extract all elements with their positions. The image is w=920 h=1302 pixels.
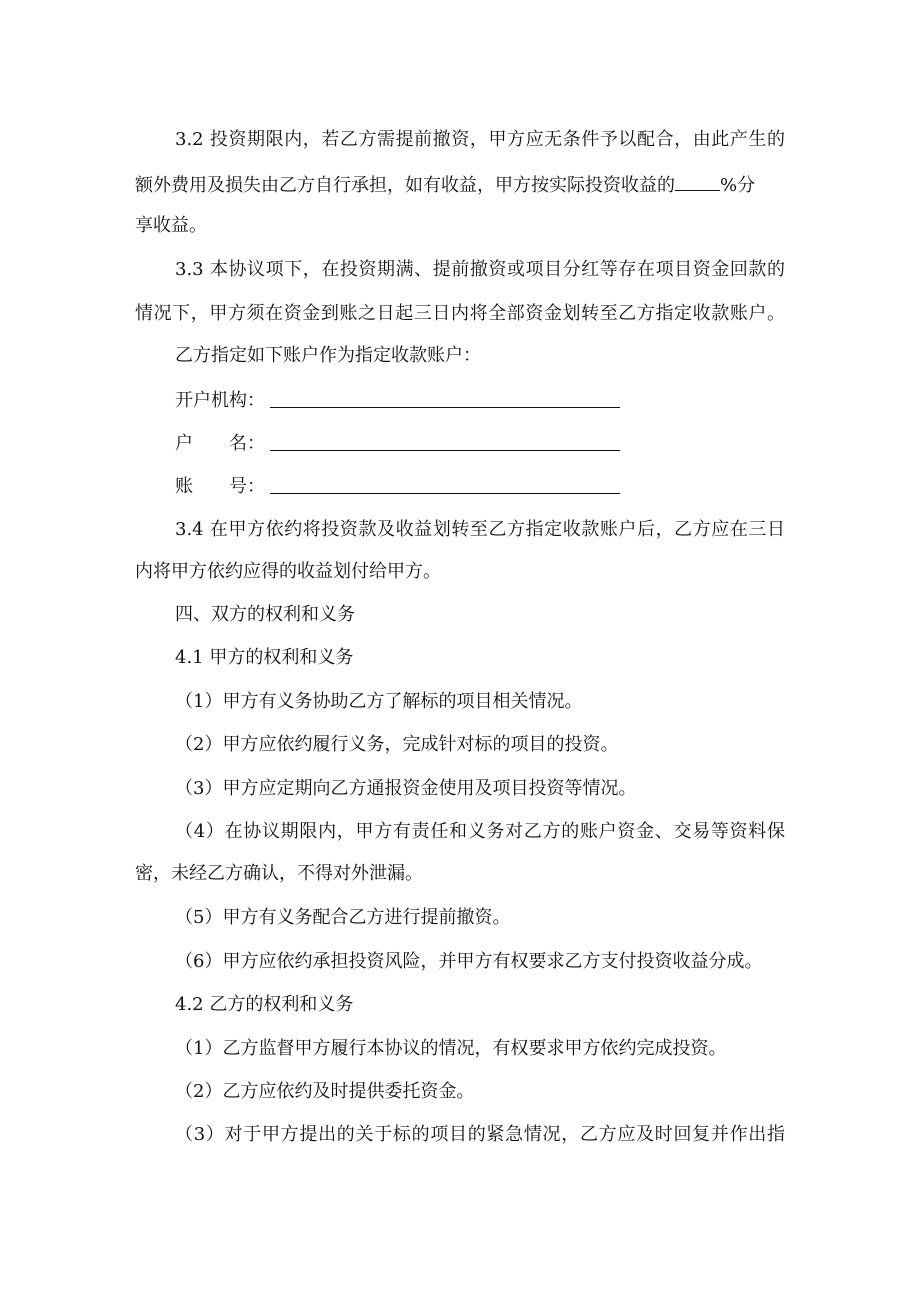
account-institution-label: 开户机构： — [175, 390, 265, 411]
party-a-item-5: （5）甲方有义务配合乙方进行提前撤资。 — [175, 907, 511, 928]
account-name-blank — [270, 450, 620, 451]
party-b-item-3: （3）对于甲方提出的关于标的项目的紧急情况，乙方应及时回复并作出指 — [175, 1124, 785, 1145]
clause-3-2-text: 额外费用及损失由乙方自行承担，如有收益，甲方按实际投资收益的 — [135, 175, 675, 196]
section-4-1-heading: 4.1 甲方的权利和义务 — [175, 647, 354, 668]
account-name-label: 户 名： — [175, 433, 265, 454]
clause-3-2-line-2 — [135, 174, 785, 198]
clause-3-2-line-1: 3.2 投资期限内，若乙方需提前撤资，甲方应无条件予以配合，由此产生的 — [175, 129, 785, 150]
party-a-item-1: （1）甲方有义务协助乙方了解标的项目相关情况。 — [175, 691, 583, 712]
account-number-label: 账 号： — [175, 476, 265, 497]
percentage-blank — [675, 190, 720, 191]
account-number-blank — [270, 493, 620, 494]
party-a-item-3: （3）甲方应定期向乙方通报资金使用及项目投资等情况。 — [175, 778, 637, 799]
party-a-item-6: （6）甲方应依约承担投资风险，并甲方有权要求乙方支付投资收益分成。 — [175, 951, 763, 972]
party-a-item-2: （2）甲方应依约履行义务，完成针对标的项目的投资。 — [175, 734, 619, 755]
account-institution-blank — [270, 407, 620, 408]
clause-3-2-line-3: 享收益。 — [135, 215, 207, 236]
party-b-item-2: （2）乙方应依约及时提供委托资金。 — [175, 1081, 475, 1102]
clause-3-2-percent-suffix: %分 — [720, 175, 756, 196]
party-a-item-4-line-1: （4）在协议期限内，甲方有责任和义务对乙方的账户资金、交易等资料保 — [175, 821, 785, 842]
clause-3-3-line-2: 情况下，甲方须在资金到账之日起三日内将全部资金划转至乙方指定收款账户。 — [135, 303, 785, 324]
party-a-item-4-line-2: 密，未经乙方确认，不得对外泄漏。 — [135, 863, 423, 884]
section-4-heading: 四、双方的权利和义务 — [175, 604, 355, 625]
section-4-2-heading: 4.2 乙方的权利和义务 — [175, 994, 354, 1015]
clause-3-4-line-2: 内将甲方依约应得的收益划付给甲方。 — [135, 561, 441, 582]
clause-3-3-line-1: 3.3 本协议项下，在投资期满、提前撤资或项目分红等存在项目资金回款的 — [175, 259, 785, 280]
clause-3-4-line-1: 3.4 在甲方依约将投资款及收益划转至乙方指定收款账户后，乙方应在三日 — [175, 519, 785, 540]
clause-3-3-line-3: 乙方指定如下账户作为指定收款账户： — [175, 345, 481, 366]
party-b-item-1: （1）乙方监督甲方履行本协议的情况，有权要求甲方依约完成投资。 — [175, 1038, 727, 1059]
